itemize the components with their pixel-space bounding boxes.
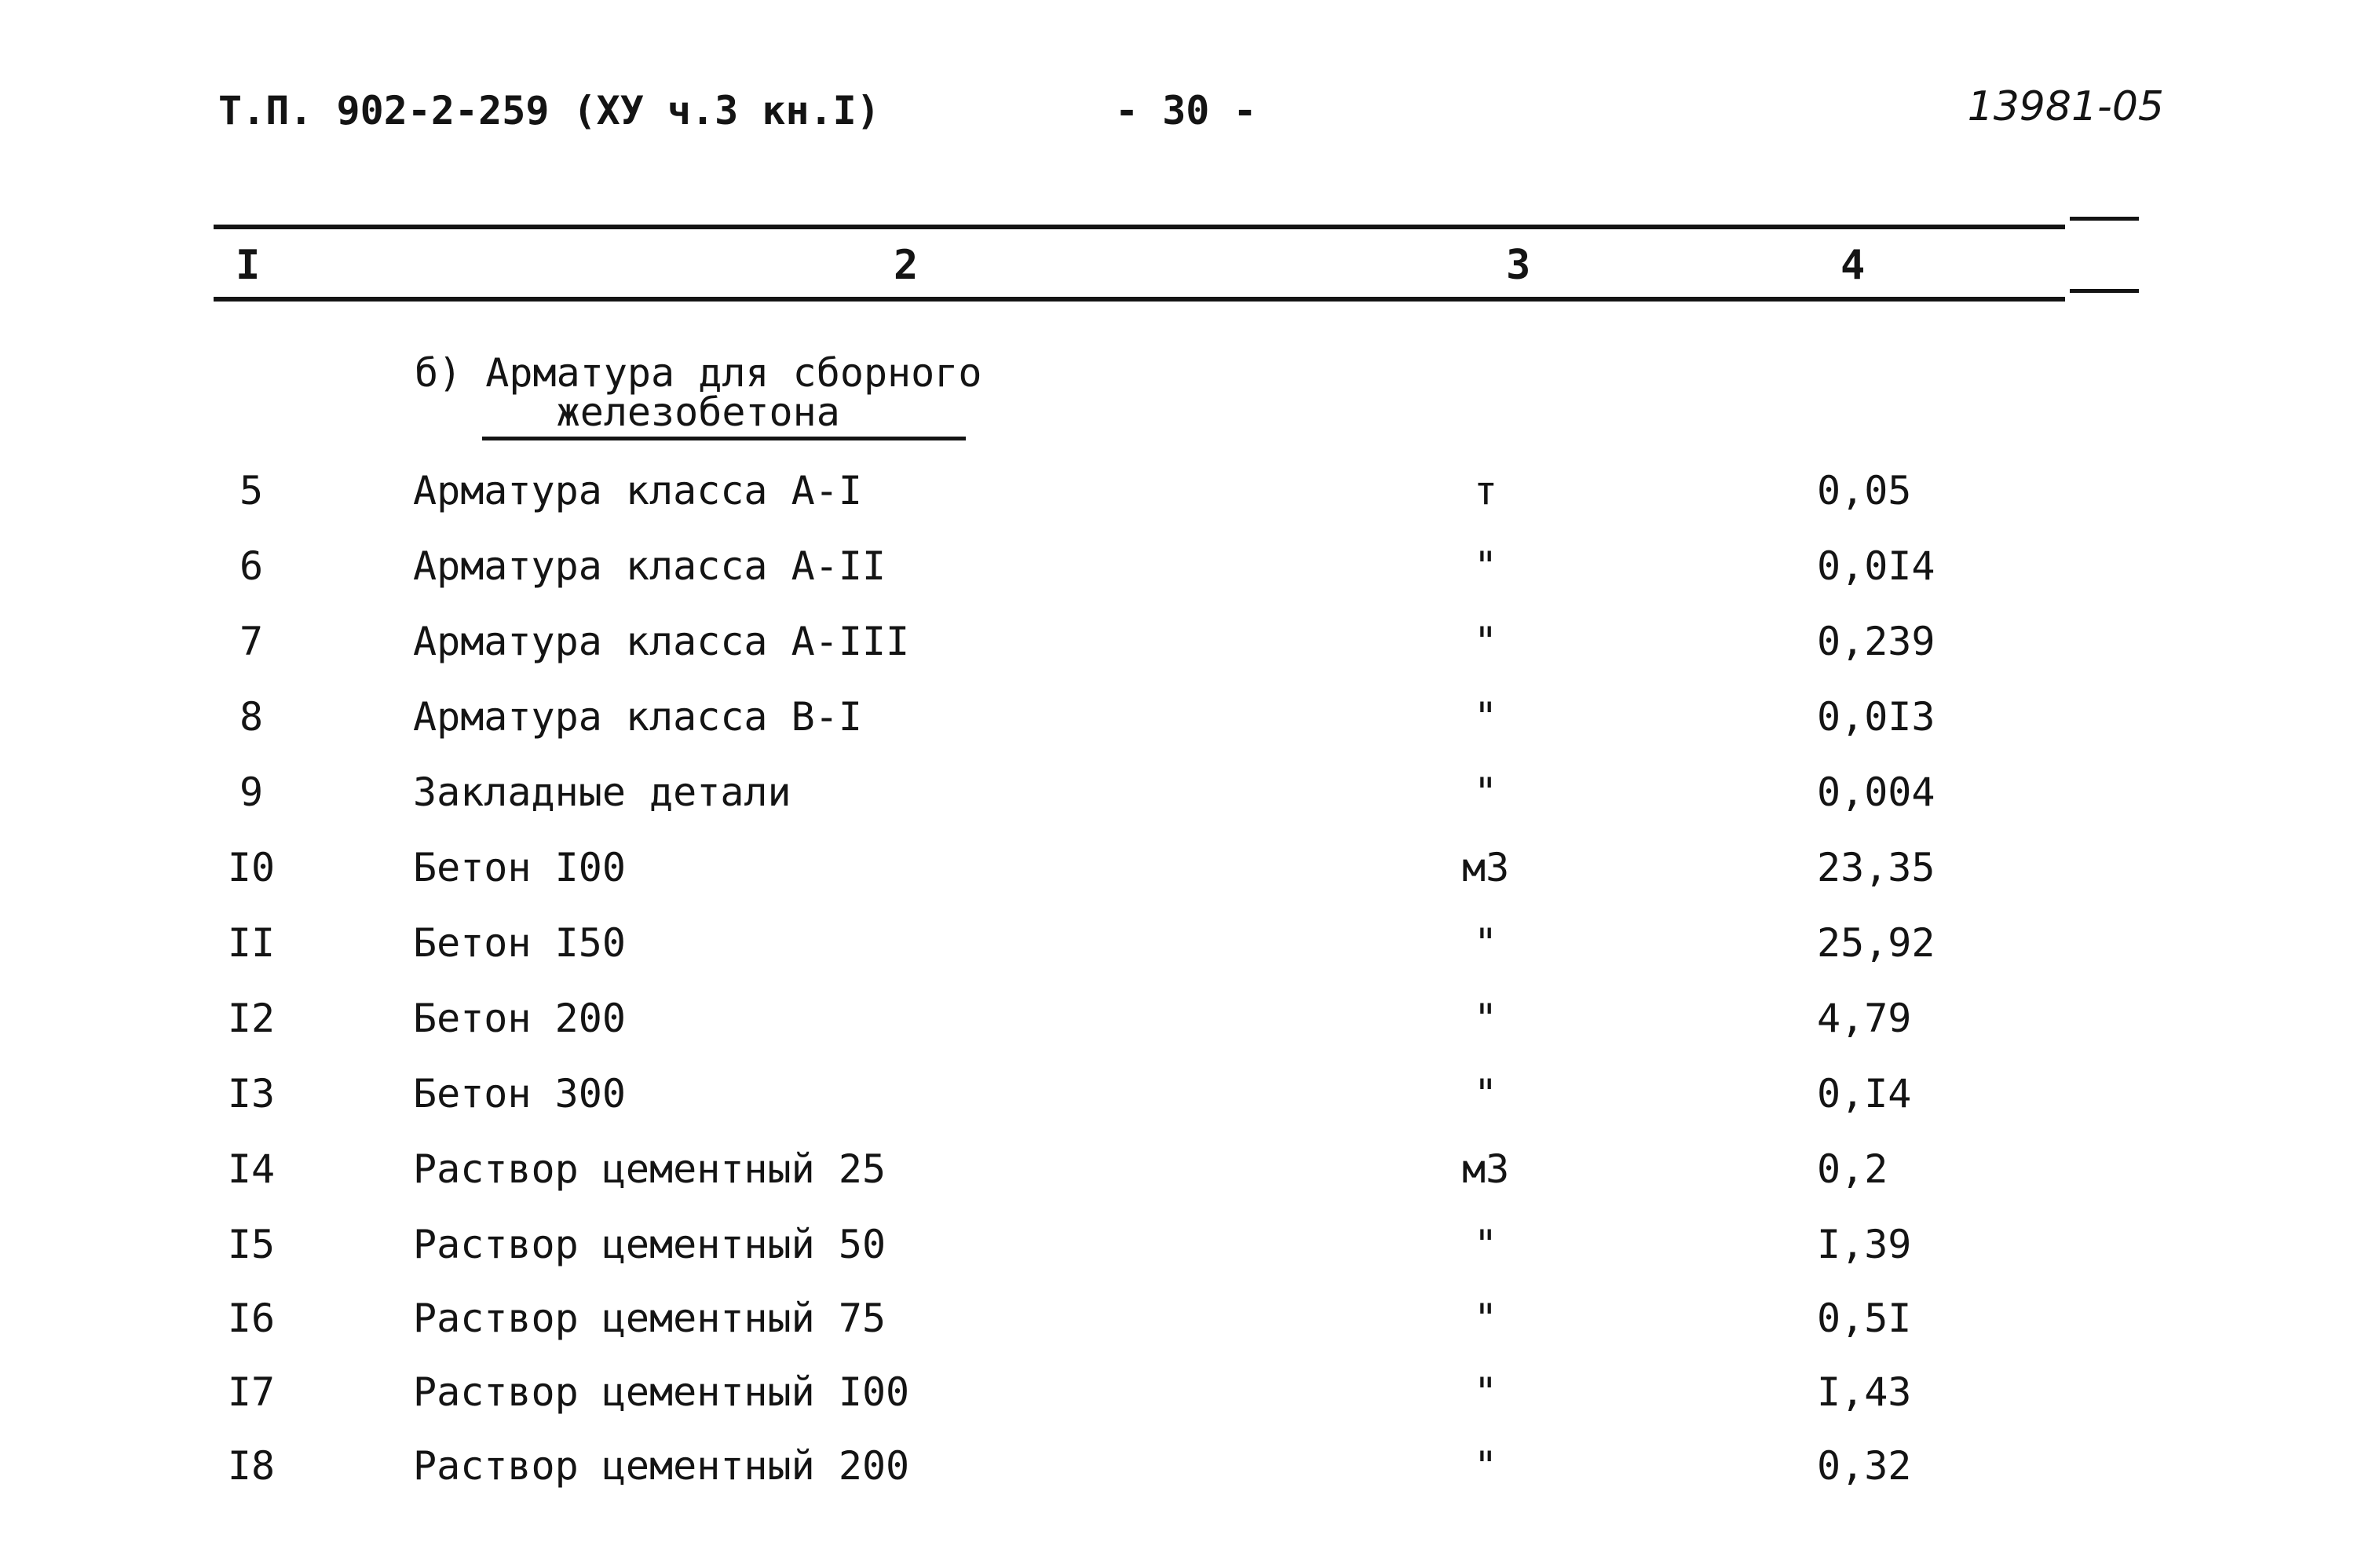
row-quantity: 0,I4 xyxy=(1817,1071,1912,1117)
row-quantity: 4,79 xyxy=(1817,996,1912,1041)
row-name: Бетон I00 xyxy=(413,845,626,890)
table-row xyxy=(0,769,2365,832)
row-quantity: 0,5I xyxy=(1817,1296,1912,1341)
row-unit: " xyxy=(1473,619,1498,664)
section-title-underline xyxy=(482,437,966,440)
row-number: 7 xyxy=(239,619,264,664)
column-header-4: 4 xyxy=(1840,242,1866,289)
row-number: I0 xyxy=(227,845,276,890)
row-number: 8 xyxy=(239,694,264,740)
row-name: Арматура класса А-III xyxy=(413,619,910,664)
row-quantity: I,43 xyxy=(1817,1369,1912,1415)
row-quantity: 0,32 xyxy=(1817,1443,1912,1489)
section-title xyxy=(415,350,982,435)
row-number: I2 xyxy=(227,996,276,1041)
table-row xyxy=(0,1222,2365,1285)
row-unit: м3 xyxy=(1462,1146,1510,1192)
row-quantity: 0,2 xyxy=(1817,1146,1888,1192)
row-quantity: 0,0I3 xyxy=(1817,694,1935,740)
row-quantity: 0,004 xyxy=(1817,769,1935,815)
document-code: Т.П. 902-2-259 (ХУ ч.3 кн.I) xyxy=(218,88,880,133)
row-unit: " xyxy=(1473,694,1498,740)
column-header-3: 3 xyxy=(1506,242,1531,289)
row-name: Раствор цементный I00 xyxy=(413,1369,910,1415)
row-quantity: 0,05 xyxy=(1817,468,1912,514)
table-row xyxy=(0,1443,2365,1506)
row-number: I4 xyxy=(227,1146,276,1192)
table-row xyxy=(0,694,2365,757)
row-unit: " xyxy=(1473,543,1498,589)
row-name: Раствор цементный 75 xyxy=(413,1296,886,1341)
row-number: 6 xyxy=(239,543,264,589)
row-unit: " xyxy=(1473,996,1498,1041)
column-header-1: I xyxy=(236,242,261,289)
row-quantity: 0,0I4 xyxy=(1817,543,1935,589)
row-quantity: 25,92 xyxy=(1817,920,1935,966)
row-name: Арматура класса В-I xyxy=(413,694,862,740)
row-number: 9 xyxy=(239,769,264,815)
column-header-2: 2 xyxy=(894,242,919,289)
row-name: Бетон I50 xyxy=(413,920,626,966)
table-row xyxy=(0,996,2365,1058)
row-unit: " xyxy=(1473,769,1498,815)
table-row xyxy=(0,845,2365,908)
row-quantity: 23,35 xyxy=(1817,845,1935,890)
row-unit: м3 xyxy=(1462,845,1510,890)
row-unit: " xyxy=(1473,1296,1498,1341)
row-name: Раствор цементный 200 xyxy=(413,1443,910,1489)
table-row xyxy=(0,1071,2365,1134)
table-row xyxy=(0,543,2365,606)
table-row xyxy=(0,619,2365,682)
row-name: Бетон 200 xyxy=(413,996,626,1041)
table-row xyxy=(0,1296,2365,1358)
row-number: I6 xyxy=(227,1296,276,1341)
section-title-line-1: б) Арматура для сборного xyxy=(415,350,982,396)
row-name: Арматура класса А-I xyxy=(413,468,862,514)
archive-number: 13981-05 xyxy=(1967,83,2164,130)
row-number: 5 xyxy=(239,468,264,514)
row-unit: " xyxy=(1473,920,1498,966)
row-number: I8 xyxy=(227,1443,276,1489)
row-name: Раствор цементный 50 xyxy=(413,1222,886,1267)
row-unit: " xyxy=(1473,1222,1498,1267)
row-name: Арматура класса А-II xyxy=(413,543,886,589)
row-name: Закладные детали xyxy=(413,769,791,815)
table-header-bottom-rule xyxy=(214,297,2065,302)
row-number: I3 xyxy=(227,1071,276,1117)
page-number: - 30 - xyxy=(1115,88,1257,133)
row-number: I5 xyxy=(227,1222,276,1267)
row-number: I7 xyxy=(227,1369,276,1415)
row-unit: " xyxy=(1473,1369,1498,1415)
row-quantity: 0,239 xyxy=(1817,619,1935,664)
section-title-line-2: железобетона xyxy=(556,389,840,435)
row-number: II xyxy=(227,920,276,966)
table-header-bottom-rule-extension xyxy=(2070,289,2139,293)
table-row xyxy=(0,1369,2365,1432)
table-row xyxy=(0,1146,2365,1209)
table-top-rule xyxy=(214,225,2065,229)
row-unit: " xyxy=(1473,1071,1498,1117)
table-row xyxy=(0,920,2365,983)
row-quantity: I,39 xyxy=(1817,1222,1912,1267)
row-name: Раствор цементный 25 xyxy=(413,1146,886,1192)
table-row xyxy=(0,468,2365,531)
row-unit: " xyxy=(1473,1443,1498,1489)
row-unit: т xyxy=(1473,468,1498,514)
table-top-rule-extension xyxy=(2070,217,2139,221)
row-name: Бетон 300 xyxy=(413,1071,626,1117)
